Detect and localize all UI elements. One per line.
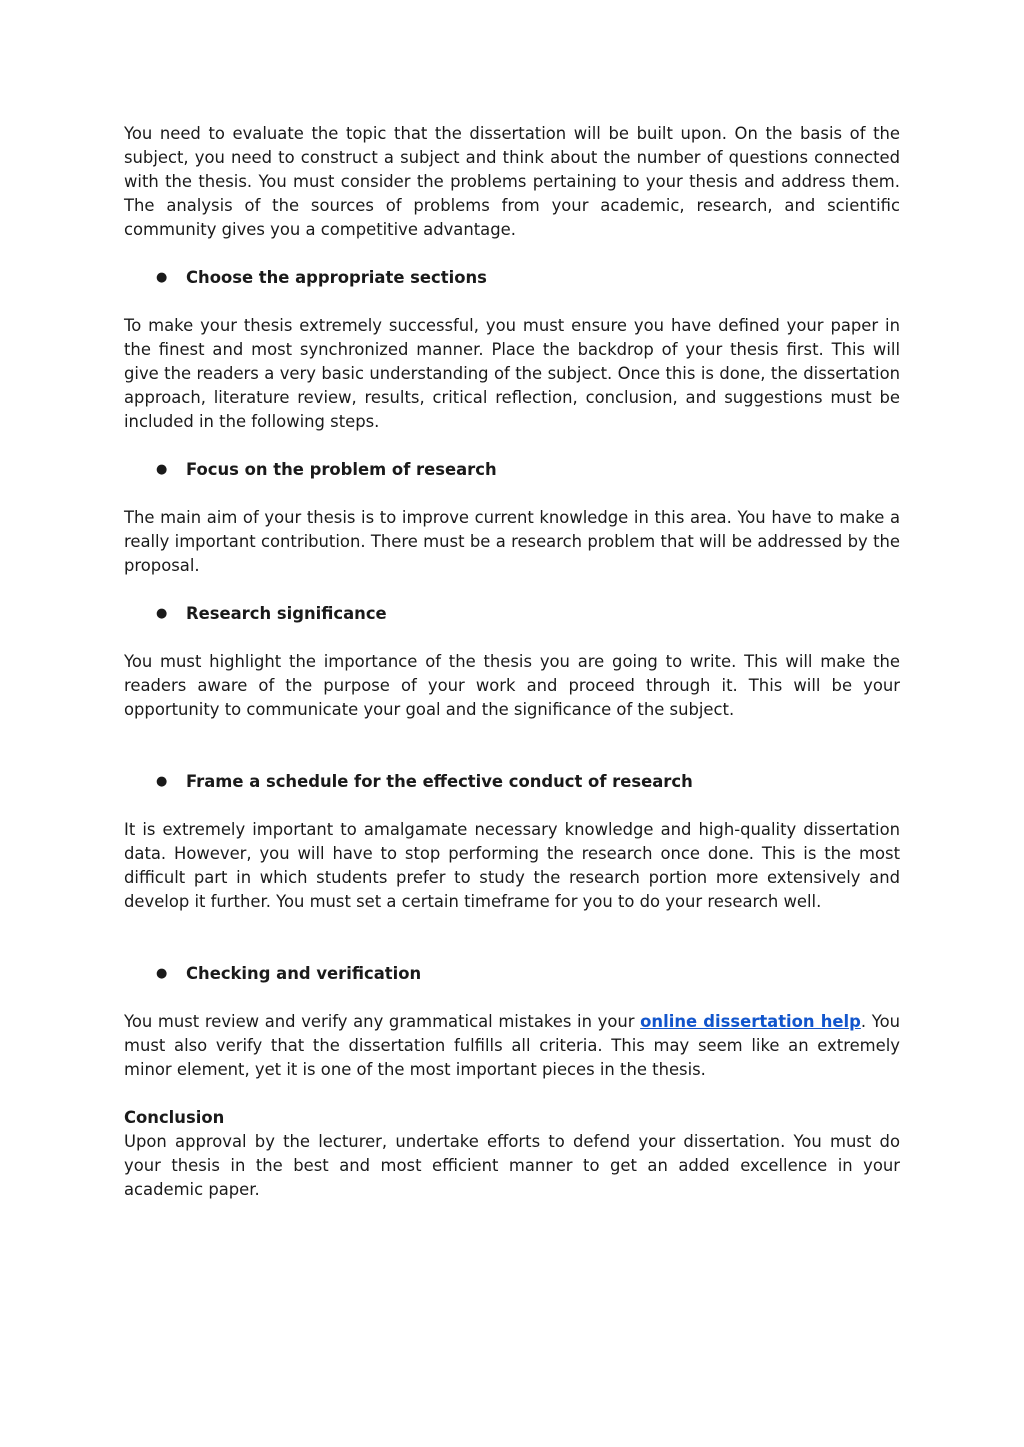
paragraph-schedule: It is extremely important to amalgamate necessary knowledge and high-quality dissertation data. However, you will have to stop performing the research once done. This is the most difficult part in which students prefer to study the research portion more extensively and develop it further. You must set a certain timeframe for you to do your research well. [124,820,900,911]
verification-text-after: . You must also verify that the dissertation fulfills all criteria. This may seem like an extremely minor element, yet it is one of the most important pieces in the thesis. [124,1012,901,1079]
bullet-heading: Focus on the problem of research [186,460,497,479]
verification-text-before: You must review and verify any grammatical mistakes in your [124,1012,641,1031]
bullet-focus-problem [124,458,900,482]
bullet-heading: Choose the appropriate sections [186,268,487,287]
paragraph-verification [124,1010,900,1082]
bullet-choose-sections [124,266,900,290]
paragraph-research-problem: The main aim of your thesis is to improve current knowledge in this area. You have to make a really important contribution. There must be a research problem that will be addressed by the proposal. [124,508,900,575]
bullet-dot-icon: ● [156,966,168,981]
bullet-dot-icon: ● [156,774,168,789]
online-dissertation-help-link[interactable]: online dissertation help [640,1012,861,1031]
paragraph-topic-evaluation: You need to evaluate the topic that the dissertation will be built upon. On the basis of the subject, you need to construct a subject and think about the number of questions connected with the thesis. You must consider the problems pertaining to your thesis and address them. The analysis of the sources of problems from your academic, research, and scientific community gives you a competitive advantage. [124,124,900,239]
bullet-frame-schedule [124,770,900,794]
bullet-heading: Research significance [186,604,387,623]
document-page [124,122,900,1202]
bullet-research-significance [124,602,900,626]
paragraph-significance: You must highlight the importance of the thesis you are going to write. This will make the readers aware of the purpose of your work and proceed through it. This will be your opportunity to communicate your goal and the significance of the subject. [124,652,900,719]
bullet-heading: Frame a schedule for the effective conduct of research [186,772,693,791]
paragraph-sections: To make your thesis extremely successful, you must ensure you have defined your paper in the finest and most synchronized manner. Place the backdrop of your thesis first. This will give the readers a very basic understanding of the subject. Once this is done, the dissertation approach, literature review, results, critical reflection, conclusion, and suggestions must be included in the following steps. [124,316,900,431]
conclusion-heading: Conclusion [124,1108,225,1127]
bullet-checking-verification [124,962,900,986]
paragraph-conclusion: Upon approval by the lecturer, undertake efforts to defend your dissertation. You must do your thesis in the best and most efficient manner to get an added excellence in your academic paper. [124,1132,900,1199]
bullet-heading: Checking and verification [186,964,422,983]
bullet-dot-icon: ● [156,270,168,285]
bullet-dot-icon: ● [156,606,168,621]
bullet-dot-icon: ● [156,462,168,477]
